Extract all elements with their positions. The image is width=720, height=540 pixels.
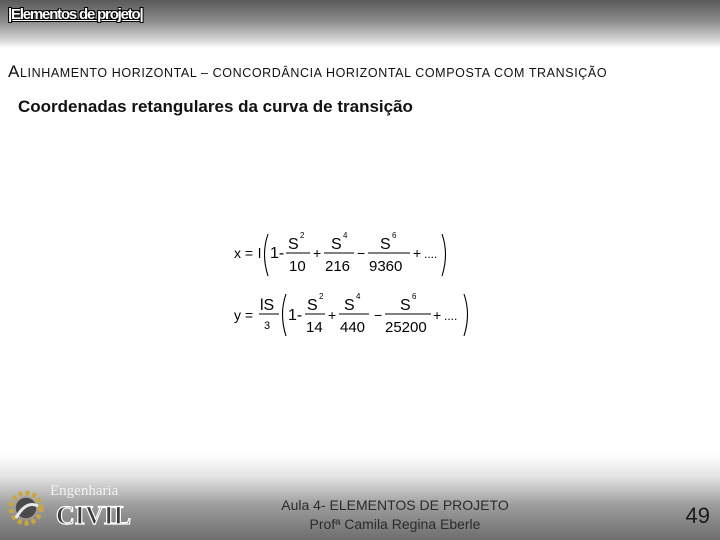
formula-y-term2-exp: 4 [356,292,361,301]
formula-x-factor: l [258,245,262,261]
logo-line2: CIVIL [56,501,132,530]
section-heading-initial: A [8,62,20,81]
formula-y-term1-den: 14 [306,319,323,336]
footer-course: Aula 4- ELEMENTOS DE PROJETO [281,497,509,513]
formula-y-op2: − [374,307,383,323]
formula-y-term3-base: S [400,297,411,314]
formula-x-term3-exp: 6 [392,231,397,240]
transition-curve-formulas [228,222,478,342]
formula-y-tail: .... [444,309,458,323]
formula-x-op1: + [313,245,322,261]
formula-x-term2-exp: 4 [343,231,348,240]
formula-y-term1-base: S [307,297,318,314]
footer-professor: Profª Camila Regina Eberle [309,516,481,532]
formula-x-term1-base: S [288,236,299,253]
formula-x-term2-den: 216 [325,258,351,275]
formula-x-term3-den: 9360 [369,258,403,275]
formula-y [234,292,468,336]
formula-y-factor-den: 3 [264,320,271,332]
formula-x-term1-exp: 2 [300,231,305,240]
formula-y-lhs: y = [234,307,254,323]
formula-x-op2: − [357,245,366,261]
formula-y-term2-den: 440 [340,319,366,336]
formula-x-op3: + [413,245,422,261]
page-number: 49 [685,503,710,528]
formula-y-right-paren [464,294,468,336]
formula-x-term2-base: S [331,236,342,253]
formula-y-term1-exp: 2 [319,292,324,301]
formula-y-term3-exp: 6 [412,292,417,301]
formula-x-tail: .... [424,247,438,261]
formula-y-left-paren [283,294,287,336]
subheading: Coordenadas retangulares da curva de transição [18,97,413,116]
formula-y-op3: + [433,307,442,323]
formula-x-term3-base: S [380,236,391,253]
formula-x-left-paren [265,234,269,276]
header-title: |Elementos de projeto| [8,6,143,23]
formula-x-lhs: x = [234,245,254,261]
formula-y-op1: + [328,307,337,323]
formula-y-term2-base: S [344,297,355,314]
formula-y-one: 1- [288,307,303,324]
formula-y-factor-num: lS [260,297,275,314]
formula-x-term1-den: 10 [289,258,306,275]
gear-icon [11,493,41,523]
formula-x-right-paren [442,234,446,276]
formula-x-one: 1- [270,245,285,262]
formula-x [234,231,446,276]
formula-y-term3-den: 25200 [385,319,427,336]
section-heading-rest: LINHAMENTO HORIZONTAL – CONCORDÂNCIA HORIZONTAL COMPOSTA COM TRANSIÇÃO [19,66,608,80]
section-heading [8,62,607,82]
engenharia-civil-logo [4,480,132,536]
logo-line1: Engenharia [50,483,119,499]
